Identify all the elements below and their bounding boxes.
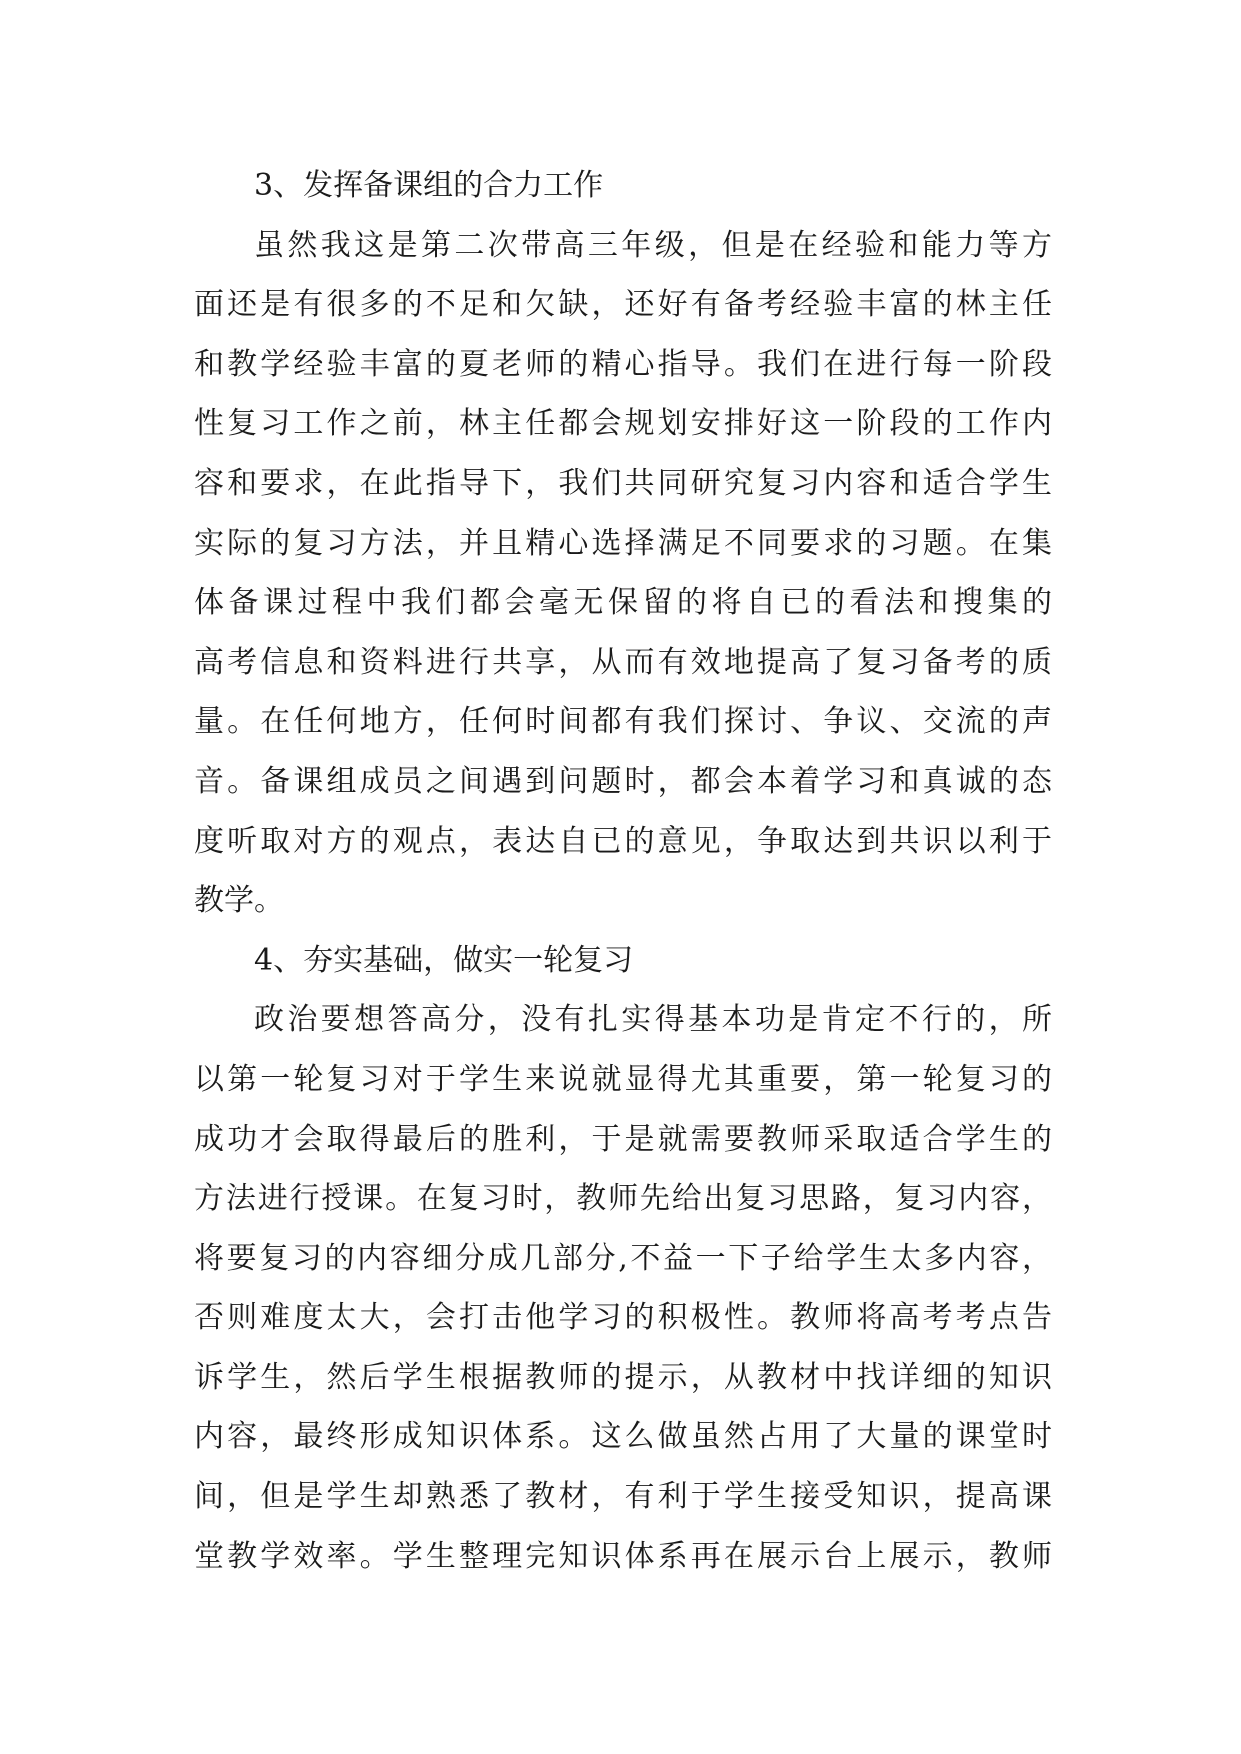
- paragraph-line: 将要复习的内容细分成几部分,不益一下子给学生太多内容，: [194, 1240, 1052, 1276]
- paragraph-line: 间，但是学生却熟悉了教材，有利于学生接受知识，提高课: [194, 1479, 1052, 1515]
- paragraph-line: 音。备课组成员之间遇到问题时，都会本着学习和真诚的态: [194, 763, 1052, 799]
- paragraph-line: 教学。: [194, 883, 284, 919]
- paragraph-line: 实际的复习方法，并且精心选择满足不同要求的习题。在集: [194, 525, 1052, 561]
- paragraph-line: 诉学生，然后学生根据教师的提示，从教材中找详细的知识: [194, 1359, 1052, 1395]
- paragraph-line: 面还是有很多的不足和欠缺，还好有备考经验丰富的林主任: [194, 287, 1052, 323]
- paragraph-line: 容和要求，在此指导下，我们共同研究复习内容和适合学生: [194, 465, 1052, 501]
- paragraph-line: 性复习工作之前，林主任都会规划安排好这一阶段的工作内: [194, 406, 1052, 442]
- paragraph-line: 虽然我这是第二次带高三年级，但是在经验和能力等方: [254, 227, 1052, 263]
- paragraph-line: 政治要想答高分，没有扎实得基本功是肯定不行的，所: [254, 1002, 1052, 1038]
- paragraph-line: 成功才会取得最后的胜利，于是就需要教师采取适合学生的: [194, 1121, 1052, 1157]
- paragraph-line: 度听取对方的观点，表达自已的意见，争取达到共识以利于: [194, 823, 1052, 859]
- paragraph-line: 和教学经验丰富的夏老师的精心指导。我们在进行每一阶段: [194, 346, 1052, 382]
- section-heading: 4、夯实基础，做实一轮复习: [254, 942, 634, 978]
- paragraph-line: 内容，最终形成知识体系。这么做虽然占用了大量的课堂时: [194, 1419, 1052, 1455]
- paragraph-line: 体备课过程中我们都会毫无保留的将自已的看法和搜集的: [194, 585, 1052, 621]
- paragraph-line: 方法进行授课。在复习时，教师先给出复习思路，复习内容，: [194, 1181, 1052, 1217]
- document-page: [194, 156, 1052, 1586]
- paragraph-line: 否则难度太大，会打击他学习的积极性。教师将高考考点告: [194, 1300, 1052, 1336]
- paragraph-line: 堂教学效率。学生整理完知识体系再在展示台上展示，教师: [194, 1538, 1052, 1574]
- section-heading: 3、发挥备课组的合力工作: [254, 168, 604, 203]
- paragraph-line: 量。在任何地方，任何时间都有我们探讨、争议、交流的声: [194, 704, 1052, 740]
- paragraph-line: 高考信息和资料进行共享，从而有效地提高了复习备考的质: [194, 644, 1052, 680]
- paragraph-line: 以第一轮复习对于学生来说就显得尤其重要，第一轮复习的: [194, 1061, 1052, 1097]
